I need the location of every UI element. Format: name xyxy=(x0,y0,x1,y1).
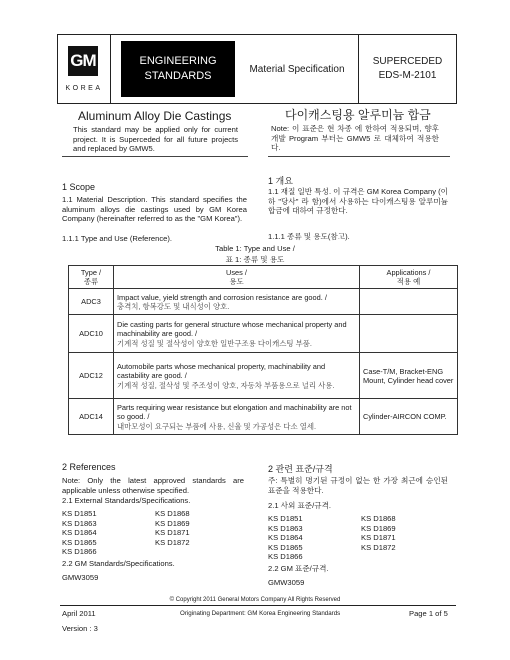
ks-list-en-col2 xyxy=(155,509,190,547)
es-line1: ENGINEERING xyxy=(139,55,217,67)
copyright: © Copyright 2011 General Motors Company All Rights Reserved xyxy=(169,597,341,603)
use-cell xyxy=(114,353,360,399)
use-en: Parts requiring wear resistance but elongation and machinability are not so good. / xyxy=(117,403,352,422)
ks-item: KS D1865 xyxy=(268,542,303,552)
table-caption-kr: 표 1: 종류 및 용도 xyxy=(225,255,285,264)
ks-item: KS D1869 xyxy=(361,523,396,533)
ks-item: KS D1864 xyxy=(268,533,303,543)
ks-list-en-col1 xyxy=(62,509,97,557)
scope-p1-en: 1.1 Material Description. This standard specifies the aluminum alloys die castings used by GM Korea Company (hereinafter referred to as the "GM Korea"). xyxy=(62,195,247,224)
ks-item: KS D1851 xyxy=(268,514,303,523)
gm-korea-logo xyxy=(58,35,111,103)
intro-en: This standard may be applied only for current project. It is Superceded for all future projects and replaced by GMW5. xyxy=(73,125,238,154)
app-cell xyxy=(360,289,458,315)
refs-note-en: Note: Only the latest approved standards are applicable unless otherwise specified. xyxy=(62,476,244,495)
footer-date: April 2011 xyxy=(62,609,96,618)
type-cell: ADC10 xyxy=(69,315,114,353)
es-line2: STANDARDS xyxy=(144,70,212,82)
table-caption-en: Table 1: Type and Use / xyxy=(215,244,295,253)
header-uses-kr: 용도 xyxy=(229,277,244,287)
gm-logo-mark: GM xyxy=(68,46,98,76)
type-cell: ADC3 xyxy=(69,289,114,315)
refs-ext-kr: 2.1 사외 표준/규격. xyxy=(268,501,332,510)
use-cell xyxy=(114,315,360,353)
gmw-kr: GMW3059 xyxy=(268,578,305,587)
refs-gm-en: 2.2 GM Standards/Specifications. xyxy=(62,559,175,568)
title-kr: 다이캐스팅용 알루미늄 합금 xyxy=(285,108,431,122)
ks-item: KS D1868 xyxy=(361,514,396,523)
ks-list-kr-col1 xyxy=(268,514,303,562)
app-cell xyxy=(360,315,458,353)
scope-p2-en: 1.1.1 Type and Use (Reference). xyxy=(62,234,173,243)
header-uses-en: Uses / xyxy=(226,268,247,277)
ks-list-kr-col2 xyxy=(361,514,396,552)
header-apps-en: Applications / xyxy=(386,268,431,277)
table-row xyxy=(69,399,458,435)
eds-number: EDS-M-2101 xyxy=(378,70,437,81)
refs-note-kr: 주: 특별히 명기된 규정이 없는 한 가장 최근에 승인된 표준을 적용한다. xyxy=(268,476,448,495)
table-row xyxy=(69,289,458,315)
korea-wordmark: KOREA xyxy=(65,85,103,92)
app-cell: Case-T/M, Bracket-ENG Mount, Cylinder head cover xyxy=(360,353,458,399)
app-cell: Cylinder-AIRCON COMP. xyxy=(360,399,458,435)
superceded-label: SUPERCEDED xyxy=(372,56,443,67)
ks-item: KS D1851 xyxy=(62,509,97,518)
refs-ext-en: 2.1 External Standards/Specifications. xyxy=(62,496,191,505)
header-apps xyxy=(360,266,458,289)
table-row xyxy=(69,315,458,353)
ks-item: KS D1866 xyxy=(62,547,97,557)
refs-heading-kr: 2 관련 표준/규격 xyxy=(268,464,333,474)
use-cell xyxy=(114,289,360,315)
use-cell xyxy=(114,399,360,435)
header-type-en: Type / xyxy=(80,268,102,277)
footer-page: Page 1 of 5 xyxy=(409,609,448,618)
ks-item: KS D1863 xyxy=(62,518,97,528)
engineering-standards-banner xyxy=(121,41,235,97)
type-cell: ADC12 xyxy=(69,353,114,399)
ks-item: KS D1866 xyxy=(268,552,303,562)
use-en: Die casting parts for general structure whose mechanical property and machinability are good. / xyxy=(117,320,347,339)
title-en: Aluminum Alloy Die Castings xyxy=(78,109,232,123)
ks-item: KS D1871 xyxy=(361,533,396,543)
type-cell: ADC14 xyxy=(69,399,114,435)
use-en: Automobile parts whose mechanical property, machinability and castability are good. / xyxy=(117,362,326,381)
divider-left xyxy=(62,156,248,157)
intro-kr: Note: 이 표준은 현 차종 에 한하여 적용되며, 향후 개발 Program 부터는 GMW5 로 대체하여 적용한다. xyxy=(271,124,439,153)
ks-item: KS D1871 xyxy=(155,528,190,538)
ks-item: KS D1872 xyxy=(361,542,396,552)
scope-p2-kr: 1.1.1 종류 및 용도(참고). xyxy=(268,232,350,241)
use-kr: 기계적 성질, 절삭성 및 주조성이 양호, 자동차 부품용으로 널리 사용. xyxy=(117,380,335,390)
use-en: Impact value, yield strength and corrosion resistance are good. / xyxy=(117,292,327,302)
use-kr: 충격치, 항복강도 및 내식성이 양호. xyxy=(117,301,230,311)
table-header-row xyxy=(69,266,458,289)
footer-version: Version : 3 xyxy=(62,624,98,633)
ks-item: KS D1863 xyxy=(268,523,303,533)
header-uses xyxy=(114,266,360,289)
gmw-en: GMW3059 xyxy=(62,573,99,582)
scope-heading-en: 1 Scope xyxy=(62,182,96,192)
type-use-table xyxy=(68,265,458,435)
table-row xyxy=(69,353,458,399)
footer-dept: Originating Department: GM Korea Engineering Standards xyxy=(180,610,341,617)
divider-right xyxy=(268,156,450,157)
superceded-box xyxy=(359,35,456,103)
ks-item: KS D1865 xyxy=(62,537,97,547)
refs-gm-kr: 2.2 GM 표준/규격. xyxy=(268,564,329,573)
header-type-kr: 종류 xyxy=(83,277,99,287)
header-apps-kr: 적용 예 xyxy=(396,277,421,287)
use-kr: 기계적 성질 및 절삭성이 양호한 일반구조용 다이캐스팅 부품. xyxy=(117,338,312,348)
ks-item: KS D1869 xyxy=(155,518,190,528)
header-type xyxy=(69,266,114,289)
ks-item: KS D1872 xyxy=(155,537,190,547)
scope-heading-kr: 1 개요 xyxy=(268,176,293,186)
footer-rule xyxy=(60,605,456,606)
document-header xyxy=(57,34,457,104)
ks-item: KS D1864 xyxy=(62,528,97,538)
refs-heading-en: 2 References xyxy=(62,462,116,472)
ks-item: KS D1868 xyxy=(155,509,190,518)
use-kr: 내마모성이 요구되는 부품에 사용, 신율 및 가공성은 다소 열세. xyxy=(117,421,317,431)
scope-p1-kr: 1.1 재질 일반 특성. 이 규격은 GM Korea Company (이하 "당사" 라 함)에서 사용하는 다이캐스팅용 알루미늄 합금에 대하여 규정한다. xyxy=(268,187,448,216)
material-spec-label: Material Specification xyxy=(236,35,359,103)
